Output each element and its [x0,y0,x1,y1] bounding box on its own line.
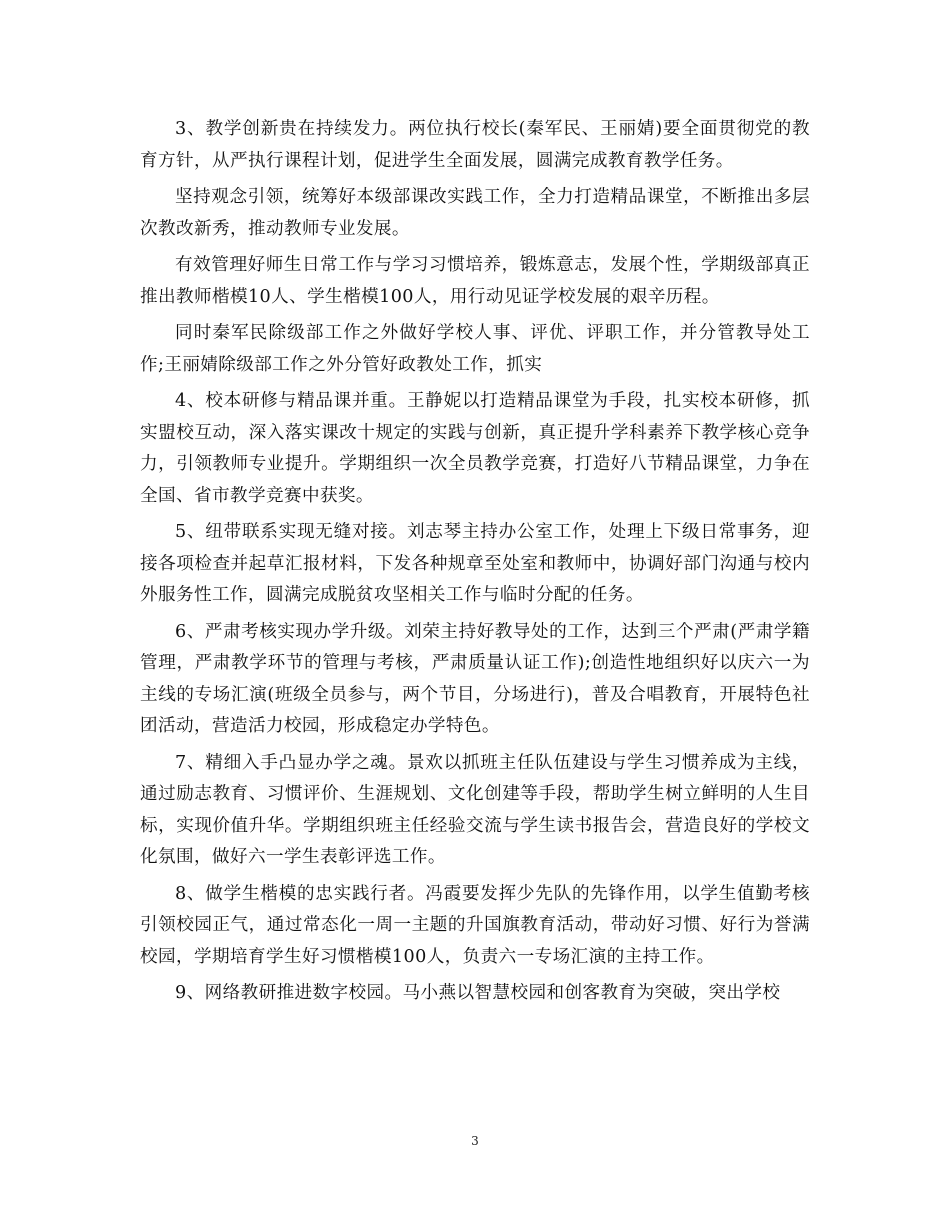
paragraph-item-9: 9、网络教研推进数字校园。马小燕以智慧校园和创客教育为突破，突出学校 [175,983,781,1003]
paragraph-item-7: 7、精细入手凸显办学之魂。景欢以抓班主任队伍建设与学生习惯养成为主线，通过励志教育、习惯评价、生涯规划、文化创建等手段，帮助学生树立鲜明的人生目标，实现价值升华。学期组织班主任经验交流与学生读书报告会，营造良好的学校文化氛围，做好六一学生表彰评选工作。 [140,752,810,867]
document-body [140,114,810,1015]
paragraph-item-6: 6、严肃考核实现办学升级。刘荣主持好教导处的工作，达到三个严肃(严肃学籍管理，严肃教学环节的管理与考核，严肃质量认证工作);创造性地组织好以庆六一为主线的专场汇演(班级全员参与，两个节目，分场进行)，普及合唱教育，开展特色社团活动，营造活力校园，形成稳定办学特色。 [140,621,810,736]
paragraph-item-3: 3、教学创新贵在持续发力。两位执行校长(秦军民、王丽婧)要全面贯彻党的教育方针，从严执行课程计划，促进学生全面发展，圆满完成教育教学任务。 [140,119,810,171]
paragraph-division-duties: 同时秦军民除级部工作之外做好学校人事、评优、评职工作，并分管教导处工作;王丽婧除级部工作之外分管好政教处工作，抓实 [140,323,810,375]
paragraph-item-8: 8、做学生楷模的忠实践行者。冯霞要发挥少先队的先锋作用，以学生值勤考核引领校园正气，通过常态化一周一主题的升国旗教育活动，带动好习惯、好行为誉满校园，学期培育学生好习惯楷模100人，负责六一专场汇演的主持工作。 [140,883,810,967]
paragraph-item-5: 5、纽带联系实现无缝对接。刘志琴主持办公室工作，处理上下级日常事务，迎接各项检查并起草汇报材料，下发各种规章至处室和教师中，协调好部门沟通与校内外服务性工作，圆满完成脱贫攻坚相关工作与临时分配的任务。 [140,522,810,605]
page-number: 3 [471,1134,479,1148]
paragraph-concept-guidance: 坚持观念引领，统筹好本级部课改实践工作，全力打造精品课堂，不断推出多层次教改新秀，推动教师专业发展。 [140,187,810,239]
paragraph-item-4: 4、校本研修与精品课并重。王静妮以打造精品课堂为手段，扎实校本研修，抓实盟校互动，深入落实课改十规定的实践与创新，真正提升学科素养下教学核心竞争力，引领教师专业提升。学期组织一次全员教学竞赛，打造好八节精品课堂，力争在全国、省市教学竞赛中获奖。 [140,391,810,506]
paragraph-daily-management: 有效管理好师生日常工作与学习习惯培养，锻炼意志，发展个性，学期级部真正推出教师楷模10人、学生楷模100人，用行动见证学校发展的艰辛历程。 [140,255,810,307]
